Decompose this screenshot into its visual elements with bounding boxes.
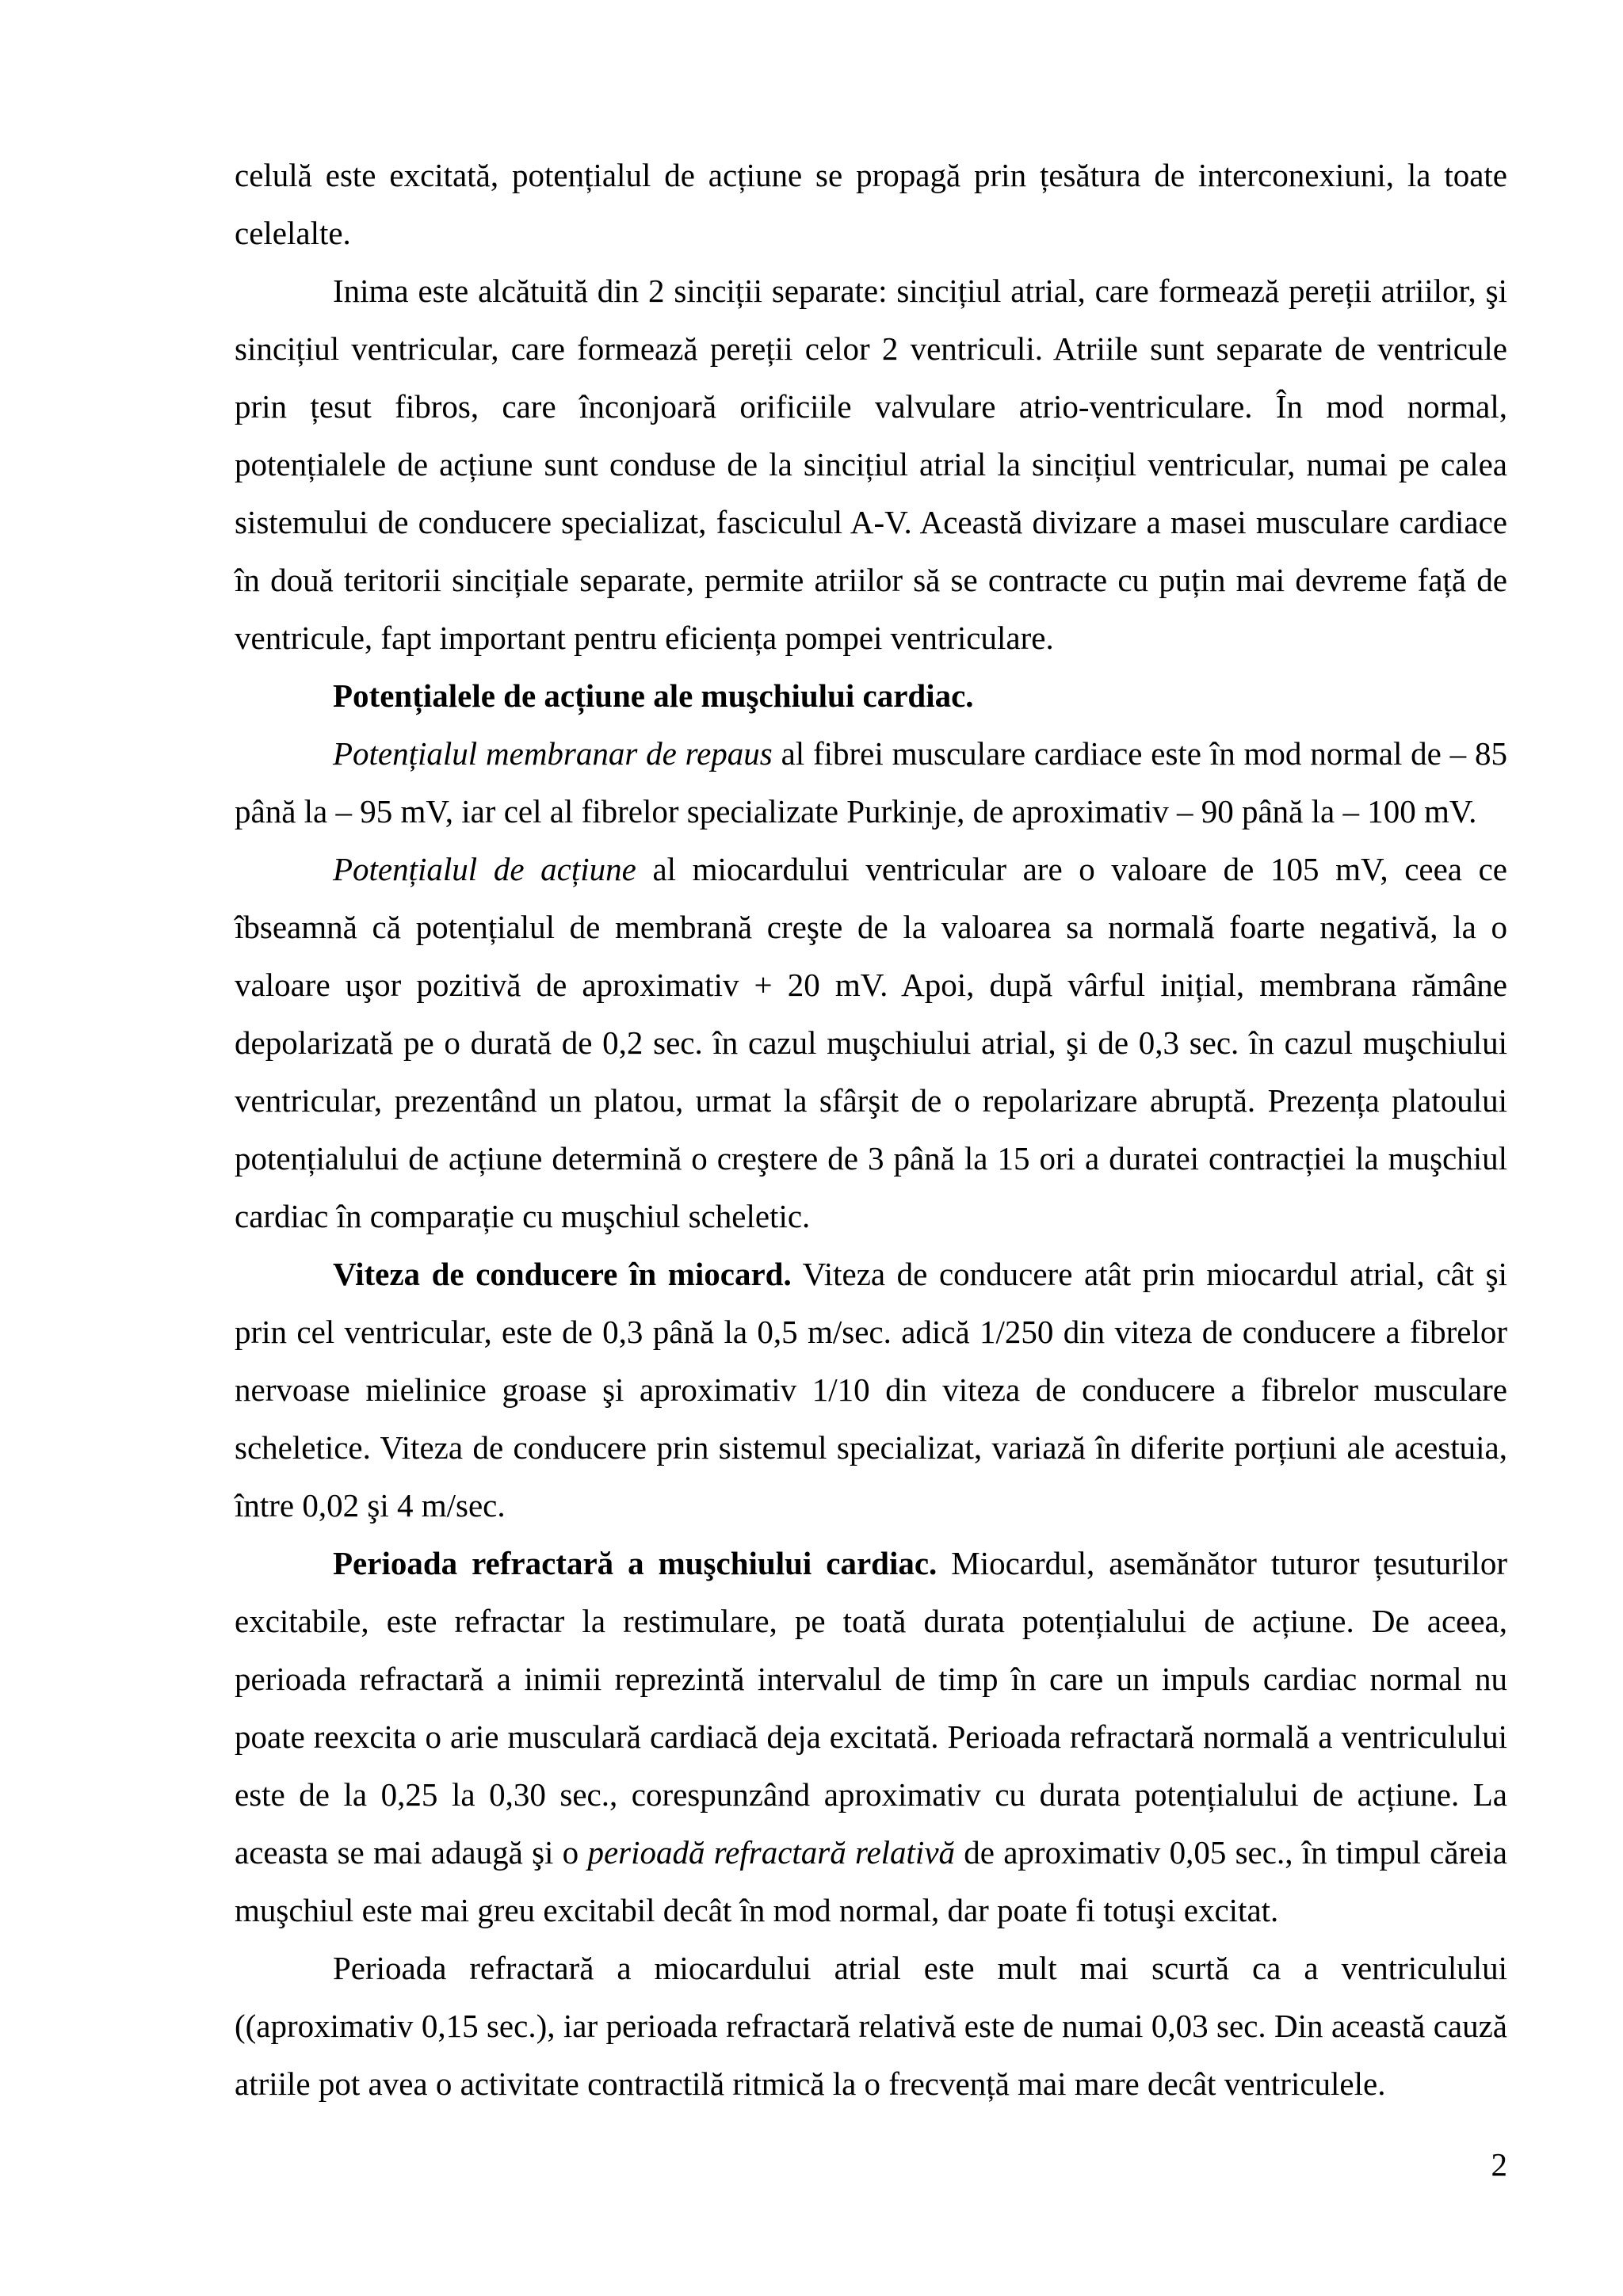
- paragraph-text: celulă este excitată, potențialul de acțiune se propagă prin țesătura de interconexiuni, la toate celelalte.: [235, 157, 1507, 251]
- inline-heading: Viteza de conducere în miocard.: [333, 1256, 792, 1292]
- paragraph-text: de aproximativ 0,05 sec., în timpul căreia muşchiul este mai greu excitabil decât în mod normal, dar poate fi totuşi excitat.: [235, 1834, 1507, 1928]
- paragraph-text: Miocardul, asemănător tuturor țesuturilor excitabile, este refractar la restimulare, pe toată durata potențialului de acțiune. De aceea, perioada refractară a inimii reprezintă intervalul de timp în care un impuls cardiac normal nu poate reexcita o arie musculară cardiacă deja excitată. Perioada refractară normală a ventriculului este de la 0,25 la 0,30 sec., corespunzând aproximativ cu durata potențialului de acțiune. La aceasta se mai adaugă şi o: [235, 1545, 1507, 1871]
- italic-term: Potențialul de acțiune: [333, 851, 636, 887]
- section-heading-potentiale: [235, 667, 1507, 725]
- paragraph-potential-repaus: [235, 725, 1507, 841]
- paragraph-text: al miocardului ventricular are o valoare de 105 mV, ceea ce îbseamnă că potențialul de membrană creşte de la valoarea sa normală foarte negativă, la o valoare uşor pozitivă de aproximativ + 20 mV. Apoi, după vârful inițial, membrana rămâne depolarizată pe o durată de 0,2 sec. în cazul muşchiului atrial, şi de 0,3 sec. în cazul muşchiului ventricular, prezentând un platou, urmat la sfârşit de o repolarizare abruptă. Prezența platoului potențialului de acțiune determină o creştere de 3 până la 15 ori a duratei contracției la muşchiul cardiac în comparație cu muşchiul scheletic.: [235, 851, 1508, 1234]
- paragraph-perioada-refractara: [235, 1535, 1507, 1939]
- paragraph-text: Viteza de conducere atât prin miocardul atrial, cât şi prin cel ventricular, este de 0,3 până la 0,5 m/sec. adică 1/250 din viteza de conducere a fibrelor nervoase mielinice groase şi aproximativ 1/10 din viteza de conducere a fibrelor musculare scheletice. Viteza de conducere prin sistemul specializat, variază în diferite porțiuni ale acestuia, între 0,02 şi 4 m/sec.: [235, 1256, 1507, 1524]
- paragraph-viteza-conducere: [235, 1245, 1507, 1535]
- paragraph-continuation: [235, 147, 1507, 262]
- paragraph-potential-actiune: [235, 841, 1507, 1245]
- paragraph-text: Inima este alcătuită din 2 sinciții separate: sincițiul atrial, care formează pereții atriilor, şi sincițiul ventricular, care formează pereții celor 2 ventriculi. Atriile sunt separate de ventricule prin țesut fibros, care înconjoară orificiile valvulare atrio-ventriculare. În mod normal, potențialele de acțiune sunt conduse de la sincițiul atrial la sincițiul ventricular, numai pe calea sistemului de conducere specializat, fasciculul A-V. Această divizare a masei musculare cardiace în două teritorii sincițiale separate, permite atriilor să se contracte cu puțin mai devreme față de ventricule, fapt important pentru eficiența pompei ventriculare.: [235, 273, 1507, 656]
- heading-text: Potențialele de acțiune ale muşchiului cardiac.: [333, 677, 974, 714]
- paragraph-text: Perioada refractară a miocardului atrial este mult mai scurtă ca a ventriculului ((aproximativ 0,15 sec.), iar perioada refractară relativă este de numai 0,03 sec. Din această cauză atriile pot avea o activitate contractilă ritmică la o frecvență mai mare decât ventriculele.: [235, 1950, 1507, 2102]
- paragraph-text: al fibrei musculare cardiace este în mod normal de – 85 până la – 95 mV, iar cel al fibrelor specializate Purkinje, de aproximativ – 90 până la – 100 mV.: [235, 735, 1508, 830]
- page-number: 2: [1491, 2146, 1507, 2183]
- paragraph-miocard-atrial: [235, 1939, 1507, 2113]
- document-body: [235, 147, 1507, 2113]
- inline-heading: Perioada refractară a muşchiului cardiac.: [333, 1545, 938, 1581]
- paragraph-sincitii: [235, 262, 1507, 667]
- italic-term: Potențialul membranar de repaus: [333, 735, 773, 772]
- italic-term: perioadă refractară relativă: [587, 1834, 956, 1871]
